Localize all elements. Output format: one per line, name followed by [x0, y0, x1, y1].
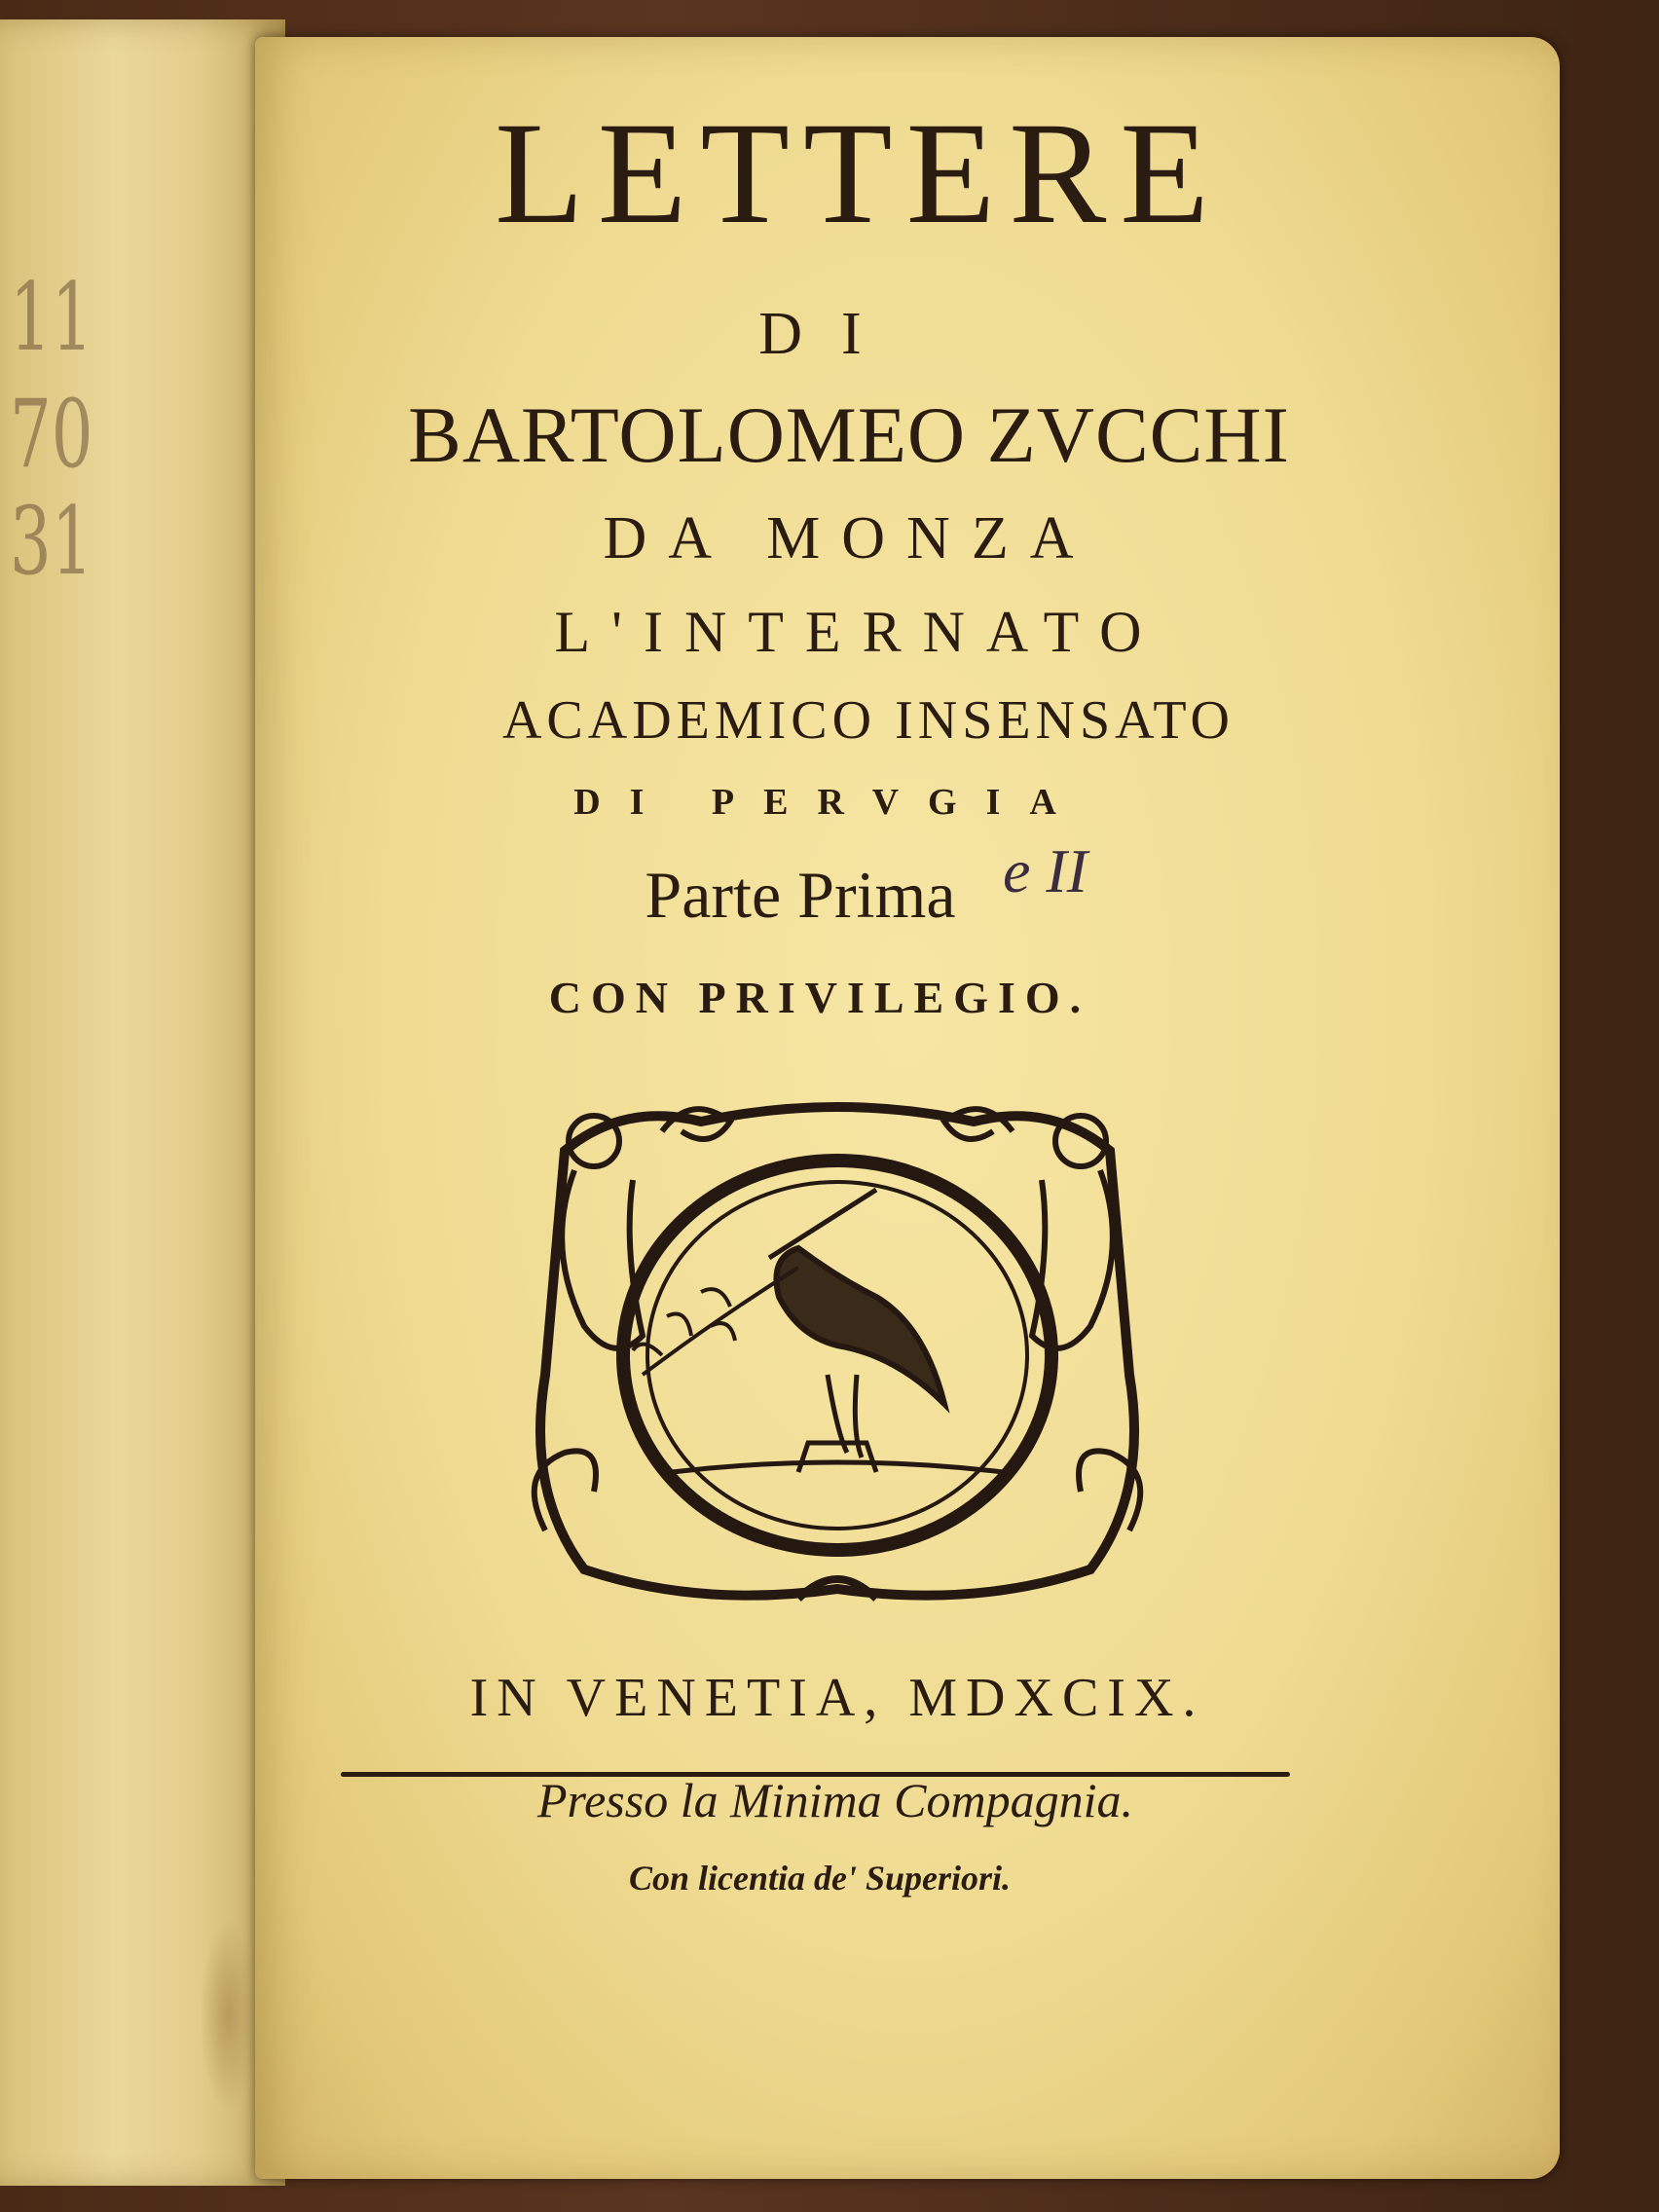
spine-mark: 11	[10, 263, 93, 372]
academic-name: L'INTERNATO	[554, 600, 1163, 664]
publisher-line: Presso la Minima Compagnia.	[536, 1773, 1134, 1827]
spine-damage	[200, 1918, 258, 2113]
academy-city: DI PERVGIA	[573, 782, 1086, 823]
spine-mark: 31	[10, 487, 93, 596]
privilege-line: CON PRIVILEGIO.	[548, 973, 1091, 1022]
imprint-place-date: IN VENETIA, MDXCIX.	[469, 1668, 1205, 1728]
license-line: Con licentia de' Superiori.	[628, 1859, 1012, 1898]
author-name: BARTOLOMEO ZVCCHI	[408, 390, 1290, 479]
author-origin: DA MONZA	[603, 505, 1095, 571]
title-di: DI	[758, 301, 901, 367]
volume-part: Parte Prima	[645, 858, 956, 932]
printer-device-woodcut	[506, 1083, 1168, 1628]
handwritten-annotation: e II	[1003, 836, 1088, 905]
spine-mark: 70	[10, 380, 93, 489]
book-title: LETTERE	[495, 92, 1223, 254]
academy-line: ACADEMICO INSENSATO	[501, 690, 1235, 751]
